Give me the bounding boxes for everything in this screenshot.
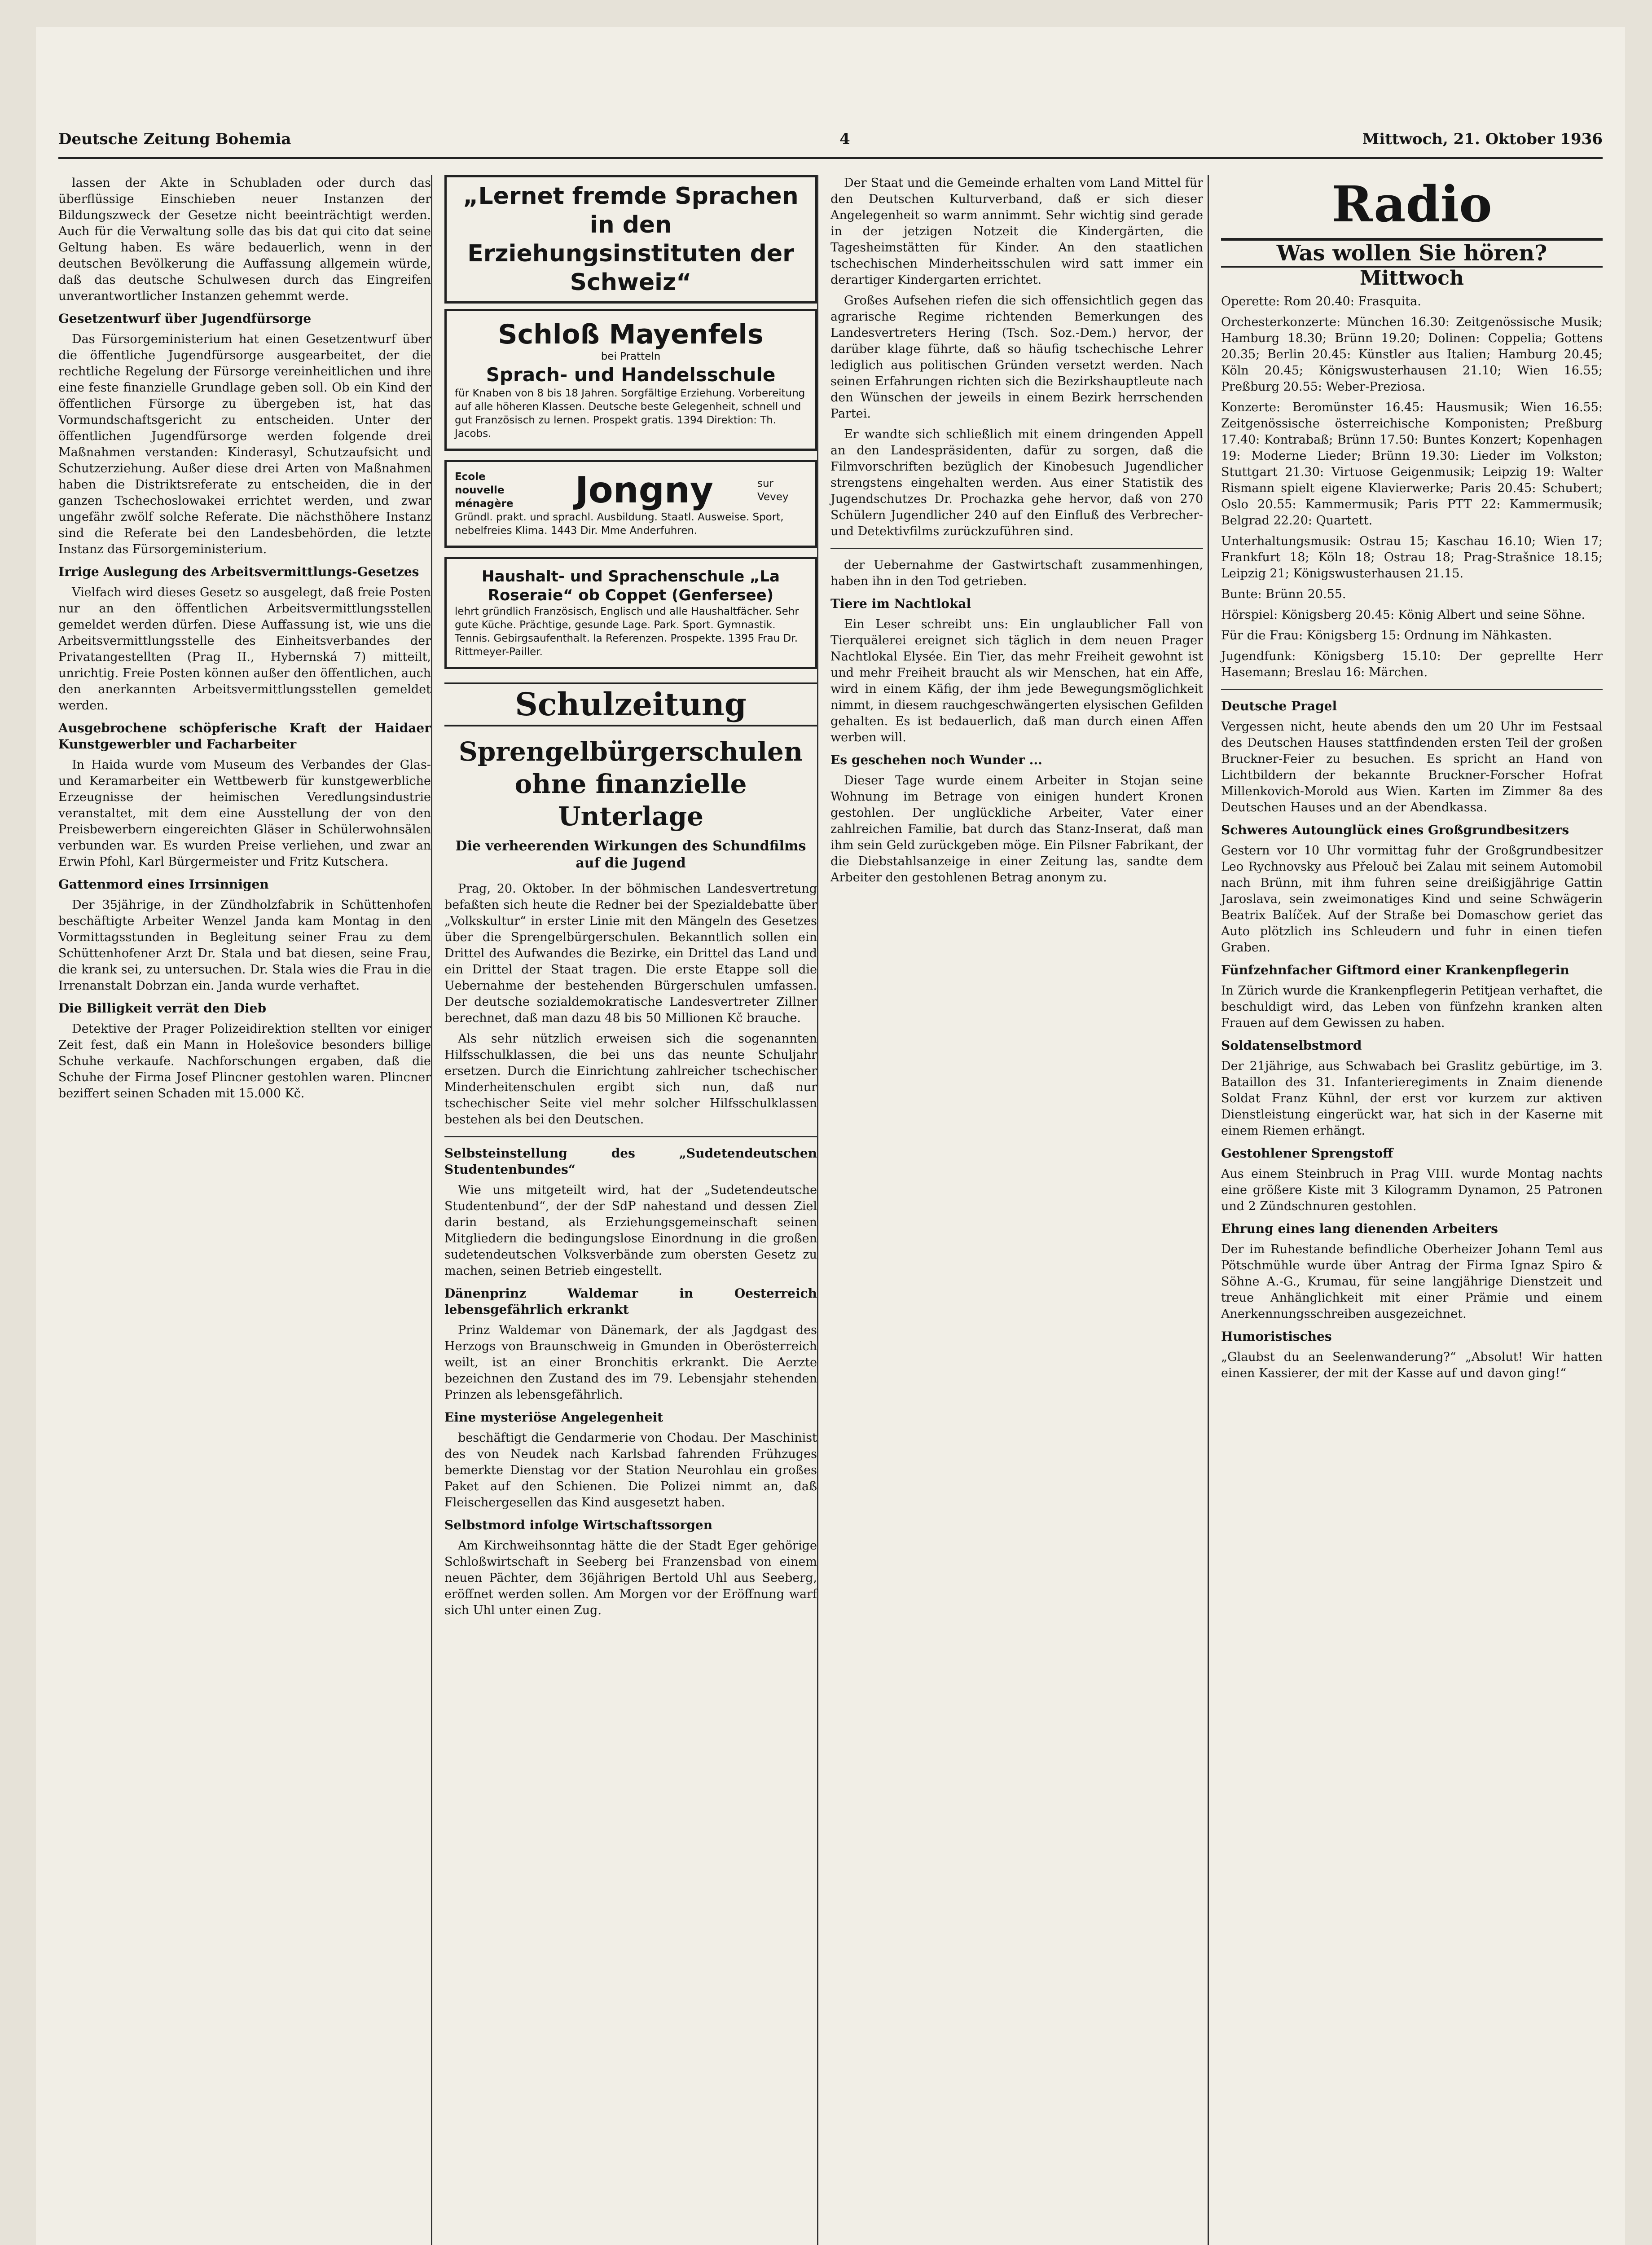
radio-listing: Konzerte: Beromünster 16.45: Hausmusik; Wien 16.55: Zeitgenössische österreichische Komponisten; Preßburg 17.40: Kontrabaß; Brünn 17.50: Buntes Konzert; Kopenhagen 19: Moderne Lieder; Brünn 19.30: Lieder im Volkston; Stuttgart 21.30: Virtuose Geigenmusik; Leipzig 19: Walter Rismann spielt eigene Klavierwerke; Paris 20.45: Schubert; Oslo 20.55: Kammermusik; Paris PTT 22: Kammermusik; Belgrad 22.20: Quartett.	[1221, 401, 1603, 528]
article-text: „Glaubst du an Seelenwanderung?“ „Absolut! Wir hatten einen Kassierer, der mit der Kasse auf und davon ging!“	[1221, 1350, 1603, 1380]
ad-title: Jongny	[575, 469, 714, 511]
radio-listing: Für die Frau: Königsberg 15: Ordnung im Nähkasten.	[1221, 629, 1552, 643]
article-heading: Gesetzentwurf über Jugendfürsorge	[58, 311, 312, 326]
article-text: Der Staat und die Gemeinde erhalten vom Land Mittel für den Deutschen Kulturverband, daß er sich dieser Angelegenheit so warm annimmt. Sehr wichtig sind gerade in der jetzigen Notzeit die Kindergärten, die Tagesheimstätten für Kinder. An den staatlichen tschechischen Minderheitsschulen wird satt immer ein derartiger Kindergarten errichtet.	[830, 176, 1203, 287]
radio-title: Radio	[1331, 175, 1492, 233]
article-text: Dieser Tage wurde einem Arbeiter in Stojan seine Wohnung im Betrage von einigen hundert Kronen gestohlen. Der unglückliche Arbeiter, Vater einer zahlreichen Familie, bat durch das Stanz-Inserat, daß man ihm sein Geld zurückgeben möge. Ein Pilsner Fabrikant, der die Diebstahlsanzeige in einer Zeitung las, sandte dem Arbeiter den gestohlenen Betrag anonym zu.	[830, 774, 1203, 885]
column-1	[58, 175, 431, 1106]
article-heading: Deutsche Pragel	[1221, 699, 1337, 713]
article-text: Er wandte sich schließlich mit einem dringenden Appell an den Landespräsidenten, dafür zu sorgen, daß die Filmvorschriften bezüglich der Kinobesuch Jugendlicher strengstens eingehalten werden. Aus einer Statistik des Jugendschutzes Dr. Prochazka gehe hervor, daß von 270 Schülern Jugendlicher 240 auf den Einfluß des Verbrecher- und Detektivfilms zurückzuführen sind.	[830, 427, 1203, 538]
article-text: In Haida wurde vom Museum des Verbandes der Glas- und Keramarbeiter ein Wettbewerb für kunstgewerbliche Erzeugnisse der heimischen Veredlungsindustrie veranstaltet, mit dem eine Ausstellung der von den Preisbewerbern eingereichten Gläser in Schülerwohnsälen verbunden war. Es wurden Preise verliehen, und zwar an Erwin Pfohl, Karl Bürgermeister und Fritz Kutschera.	[58, 758, 431, 869]
article-heading: Selbstmord infolge Wirtschaftssorgen	[444, 1518, 713, 1532]
divider	[830, 548, 1203, 549]
article-subtitle: Die verheerenden Wirkungen des Schundfilms auf die Jugend	[455, 838, 806, 871]
article-text: Der 35jährige, in der Zündholzfabrik in Schüttenhofen beschäftigte Arbeiter Wenzel Janda kam Montag in den Vormittagsstunden in Begleitung seiner Frau zu dem Schüttenhofener Arzt Dr. Stala und bat diesen, seine Frau, die krank sei, zu untersuchen. Dr. Stala wies die Frau in die Irrenanstalt Dobrzan ein. Janda wurde verhaftet.	[58, 898, 431, 993]
article-heading: Ehrung eines lang dienenden Arbeiters	[1221, 1221, 1498, 1236]
article-heading: Selbsteinstellung des „Sudetendeutschen Studentenbundes“	[444, 1146, 817, 1177]
issue-date: Mittwoch, 21. Oktober 1936	[1362, 130, 1603, 148]
column-2	[444, 175, 817, 1623]
column-3	[830, 175, 1203, 890]
ad-subtitle: bei Pratteln	[601, 351, 661, 362]
article-text: Detektive der Prager Polizeidirektion stellten vor einiger Zeit fest, daß ein Mann in Holešovice besonders billige Schuhe verkaufe. Nachforschungen ergaben, daß die Schuhe der Firma Josef Plincner gestohlen waren. Plincner beziffert seinen Schaden mit 15.000 Kč.	[58, 1022, 431, 1100]
radio-day: Mittwoch	[1359, 267, 1464, 290]
masthead: Deutsche Zeitung Bohemia	[58, 130, 291, 148]
ad-line: Sprach- und Handelsschule	[486, 364, 776, 386]
ad-mayenfels	[444, 309, 817, 451]
radio-listing: Operette: Rom 20.40: Frasquita.	[1221, 295, 1421, 308]
ad-text: Gründl. prakt. und sprachl. Ausbildung. Staatl. Ausweise. Sport, nebelfreies Klima. 1443 Dir. Mme Anderfuhren.	[455, 511, 784, 537]
ad-text: für Knaben von 8 bis 18 Jahren. Sorgfältige Erziehung. Vorbereitung auf alle höheren Klassen. Deutsche beste Gelegenheit, schnell und gut Französisch zu lernen. Prospekt gratis. 1394 Direktion: Th. Jacobs.	[455, 387, 805, 440]
column-divider	[1208, 175, 1209, 2245]
article-heading: Irrige Auslegung des Arbeitsvermittlungs-Gesetzes	[58, 564, 419, 579]
article-text: Das Fürsorgeministerium hat einen Gesetzentwurf über die öffentliche Jugendfürsorge ausgearbeitet, der die rechtliche Regelung der Fürsorge vereinheitlichen und ihre eine feste finanzielle Grundlage geben soll. Ob ein Kind der öffentlichen Fürsorge zu übergeben ist, hat das Vormundschaftsgericht zu entscheiden. Unter der öffentlichen Jugendfürsorge werden folgende drei Maßnahmen verstanden: Kinderasyl, Schutzaufsicht und Schutzerziehung. Außer diese drei Arten von Maßnahmen haben die Distriktsreferate zu entscheiden, die in der ganzen Tschechoslowakei errichtet werden, und zwar ungefähr zwölf solche Referate. Die nächsthöhere Instanz sind die Referate bei den Landesbehörden, die letzte Instanz das Fürsorgeministerium.	[58, 332, 431, 556]
ad-title: Haushalt- und Sprachenschule „La Roseraie“ ob Coppet (Genfersee)	[482, 568, 780, 604]
article-heading: Fünfzehnfacher Giftmord einer Krankenpflegerin	[1221, 963, 1569, 977]
article-text: beschäftigt die Gendarmerie von Chodau. Der Maschinist des von Neudek nach Karlsbad fahrenden Frühzuges bemerkte Dienstag vor der Station Neurohlau ein großes Paket auf den Schienen. Die Polizei nimmt an, daß Fleischergesellen das Kind ausgesetzt haben.	[444, 1431, 817, 1510]
article-heading: Humoristisches	[1221, 1329, 1332, 1344]
column-divider	[817, 175, 818, 2245]
radio-listing: Hörspiel: Königsberg 20.45: König Albert und seine Söhne.	[1221, 608, 1586, 622]
radio-listing: Jugendfunk: Königsberg 15.10: Der geprellte Herr Hasemann; Breslau 16: Märchen.	[1221, 649, 1603, 679]
ad-title: Schloß Mayenfels	[498, 319, 764, 350]
article-heading: Die Billigkeit verrät den Dieb	[58, 1001, 267, 1016]
article-text: Als sehr nützlich erweisen sich die sogenannten Hilfsschulklassen, die bei uns das neunte Schuljahr ersetzen. Durch die Einrichtung zahlreicher tschechischer Minderheitenschulen ergibt sich nun, daß nur tschechischer Seite viel mehr solcher Hilfsschulklassen bestehen als bei den Deutschen.	[444, 1032, 817, 1127]
page-header	[58, 121, 1603, 159]
article-text: lassen der Akte in Schubladen oder durch das überflüssige Einschieben neuer Instanzen der Bildungszweck der Gesetze nicht beeinträchtigt werden. Auch für die Verwaltung solle das bis dat qui cito dat seine Geltung haben. Es wäre bedauerlich, wenn in der deutschen Bevölkerung die Auffassung allgemein würde, daß das deutsche Schulwesen durch das Eingreifen unverantwortlicher Instanzen gehemmt werde.	[58, 176, 431, 303]
radio-listing: Orchesterkonzerte: München 16.30: Zeitgenössische Musik; Hamburg 18.30; Brünn 19.20; Dolinen: Coppelia; Gottens 20.35; Berlin 20.45: Künstler aus Italien; Hamburg 20.45; Köln 20.45; Königswusterhausen 21.10; Wien 16.55; Preßburg 20.55: Weber-Preziosa.	[1221, 315, 1603, 394]
divider	[444, 1136, 817, 1137]
section-title: Schulzeitung	[444, 682, 817, 726]
article-text: In Zürich wurde die Krankenpflegerin Petitjean verhaftet, die beschuldigt wird, das Leben von fünfzehn kranken alten Frauen auf dem Gewissen zu haben.	[1221, 984, 1603, 1030]
article-text: Gestern vor 10 Uhr vormittag fuhr der Großgrundbesitzer Leo Rychnovsky aus Přelouč bei Zalau mit seinem Automobil nach Brünn, mit ihm fuhren seine dreißigjährige Gattin Jaroslava, sein zweimonatiges Kind und seine Schwägerin Beatrix Balíček. Auf der Straße bei Domaschow geriet das Auto plötzlich ins Schleudern und fuhr in einen tiefen Graben.	[1221, 844, 1603, 955]
article-text: Vielfach wird dieses Gesetz so ausgelegt, daß freie Posten nur an den öffentlichen Arbeitsvermittlungsstellen gemeldet werden dürfen. Diese Auffassung ist, wie uns die Arbeitsvermittlungsstelle des Einheitsverbandes der Privatangestellten (Prag II., Hybernská 7) mitteilt, unrichtig. Freie Posten können außer den öffentlichen, auch den anerkannten Arbeitsvermittlungsstellen gemeldet werden.	[58, 585, 431, 713]
article-text: Prag, 20. Oktober. In der böhmischen Landesvertretung befaßten sich heute die Redner bei der Spezialdebatte über „Volkskultur“ in erster Linie mit den Mängeln des Gesetzes über die Sprengelbürgerschulen. Bekanntlich sollen ein Drittel des Aufwandes die Bezirke, ein Drittel das Land und ein Drittel der Staat tragen. Die erste Etappe soll die Uebernahme der bestehenden Bürgerschulen umfassen. Der deutsche sozialdemokratische Landesvertreter Zillner berechnet, daß man dazu 48 bis 50 Millionen Kč brauche.	[444, 882, 817, 1025]
article-heading: Gattenmord eines Irrsinnigen	[58, 877, 269, 892]
article-heading: Ausgebrochene schöpferische Kraft der Haidaer Kunstgewerbler und Facharbeiter	[58, 721, 431, 752]
ad-text: lehrt gründlich Französisch, Englisch und alle Haushaltfächer. Sehr gute Küche. Prächtige, gesunde Lage. Park. Sport. Gymnastik. Tennis. Gebirgsaufenthalt. la Referenzen. Prospekte. 1395 Frau Dr. Rittmeyer-Pailler.	[455, 606, 799, 658]
article-text: Großes Aufsehen riefen die sich offensichtlich gegen das agrarische Regime richtenden Bemerkungen des Landesvertreters Hering (Tsch. Soz.-Dem.) hervor, der darüber klage führte, daß so häufig tschechische Lehrer lediglich aus politischen Gründen versetzt werden. Nach seinen Erfahrungen richten sich die Bezirkshauptleute nach den Wünschen der jeweils in einem Bezirk herrschenden Partei.	[830, 294, 1203, 421]
column-4	[1221, 175, 1603, 1386]
ad-headline: „Lernet fremde Sprachen in den Erziehungsinstituten der Schweiz“	[444, 175, 817, 304]
article-heading: Tiere im Nachtlokal	[830, 596, 971, 611]
article-heading: Soldatenselbstmord	[1221, 1038, 1362, 1053]
radio-listing: Bunte: Brünn 20.55.	[1221, 587, 1346, 601]
article-heading: Es geschehen noch Wunder ...	[830, 753, 1042, 767]
ad-jongny	[444, 460, 817, 548]
article-title: Sprengelbürgerschulen ohne finanzielle Unterlage	[458, 736, 803, 832]
article-text: Aus einem Steinbruch in Prag VIII. wurde Montag nachts eine größere Kiste mit 3 Kilogramm Dynamon, 25 Patronen und 2 Zündschnuren gestohlen.	[1221, 1167, 1603, 1213]
article-text: Vergessen nicht, heute abends den um 20 Uhr im Festsaal des Deutschen Hauses stattfindenden ersten Teil der großen Bruckner-Feier zu besuchen. Es spricht an Hand von Lichtbildern der bekannte Bruckner-Forscher Hofrat Millenkovich-Morold aus Wien. Karten im Zimmer 8a des Deutschen Hauses und an der Abendkassa.	[1221, 720, 1603, 814]
article-text: Am Kirchweihsonntag hätte die der Stadt Eger gehörige Schloßwirtschaft in Seeberg bei Franzensbad von einem neuen Pächter, dem 36jährigen Bertold Uhl aus Seeberg, eröffnet werden sollen. Am Morgen vor der Eröffnung warf sich Uhl unter einen Zug.	[444, 1539, 817, 1617]
article-heading: Dänenprinz Waldemar in Oesterreich lebensgefährlich erkrankt	[444, 1286, 817, 1317]
ad-right-text: sur Vevey	[757, 478, 789, 503]
article-heading: Gestohlener Sprengstoff	[1221, 1146, 1393, 1161]
newspaper-page	[36, 27, 1625, 2245]
column-divider	[431, 175, 432, 2245]
article-text: Der im Ruhestande befindliche Oberheizer Johann Teml aus Pötschmühle wurde über Antrag der Firma Ignaz Spiro & Söhne A.-G., Krumau, für seine langjährige Dienstzeit und treue Anhänglichkeit mit einer Prämie und einem Anerkennungsschreiben ausgezeichnet.	[1221, 1242, 1603, 1321]
page-number: 4	[839, 130, 850, 148]
radio-listing: Unterhaltungsmusik: Ostrau 15; Kaschau 16.10; Wien 17; Frankfurt 18; Köln 18; Ostrau 18; Prag-Strašnice 18.15; Leipzig 21; Königswusterhausen 21.15.	[1221, 534, 1603, 581]
ad-roseraie	[444, 557, 817, 669]
article-text: Der 21jährige, aus Schwabach bei Graslitz gebürtige, im 3. Bataillon des 31. Infanterieregiments in Znaim dienende Soldat Franz Kühnl, der erst vor kurzem zur aktiven Dienstleistung eingerückt war, hat sich in der Kaserne mit einem Riemen erhängt.	[1221, 1059, 1603, 1138]
article-heading: Schweres Autounglück eines Großgrundbesitzers	[1221, 823, 1569, 837]
article-text: Ein Leser schreibt uns: Ein unglaublicher Fall von Tierquälerei ereignet sich täglich in dem neuen Prager Nachtlokal Elysée. Ein Tier, das mehr Freiheit gewohnt ist und mehr Freiheit braucht als wir Menschen, hat ein Affe, wird in einem Käfig, der ihm jede Bewegungsmöglichkeit nimmt, in diesem rauchgeschwängerten elysischen Gefilden gehalten. Es ist bedauerlich, daß man durch einen Affen werben will.	[830, 617, 1203, 744]
article-text: Wie uns mitgeteilt wird, hat der „Sudetendeutsche Studentenbund“, der der SdP nahestand und dessen Ziel darin bestand, als Erziehungsgemeinschaft seinen Mitgliedern die bedingungslose Einordnung in die großen sudetendeutschen Volksverbände zum obersten Gesetz zu machen, seinen Betrieb eingestellt.	[444, 1183, 817, 1278]
divider	[1221, 689, 1603, 690]
article-heading: Eine mysteriöse Angelegenheit	[444, 1410, 663, 1425]
radio-subtitle: Was wollen Sie hören?	[1221, 238, 1603, 268]
article-text: Prinz Waldemar von Dänemark, der als Jagdgast des Herzogs von Braunschweig in Gmunden in Oberösterreich weilt, ist an einer Bronchitis erkrankt. Die Aerzte bezeichnen den Zustand des im 79. Lebensjahr stehenden Prinzen als lebensgefährlich.	[444, 1323, 817, 1402]
article-text: der Uebernahme der Gastwirtschaft zusammenhingen, haben ihn in den Tod getrieben.	[830, 558, 1203, 588]
ad-left-text: Ecole nouvelle ménagère	[455, 471, 514, 510]
